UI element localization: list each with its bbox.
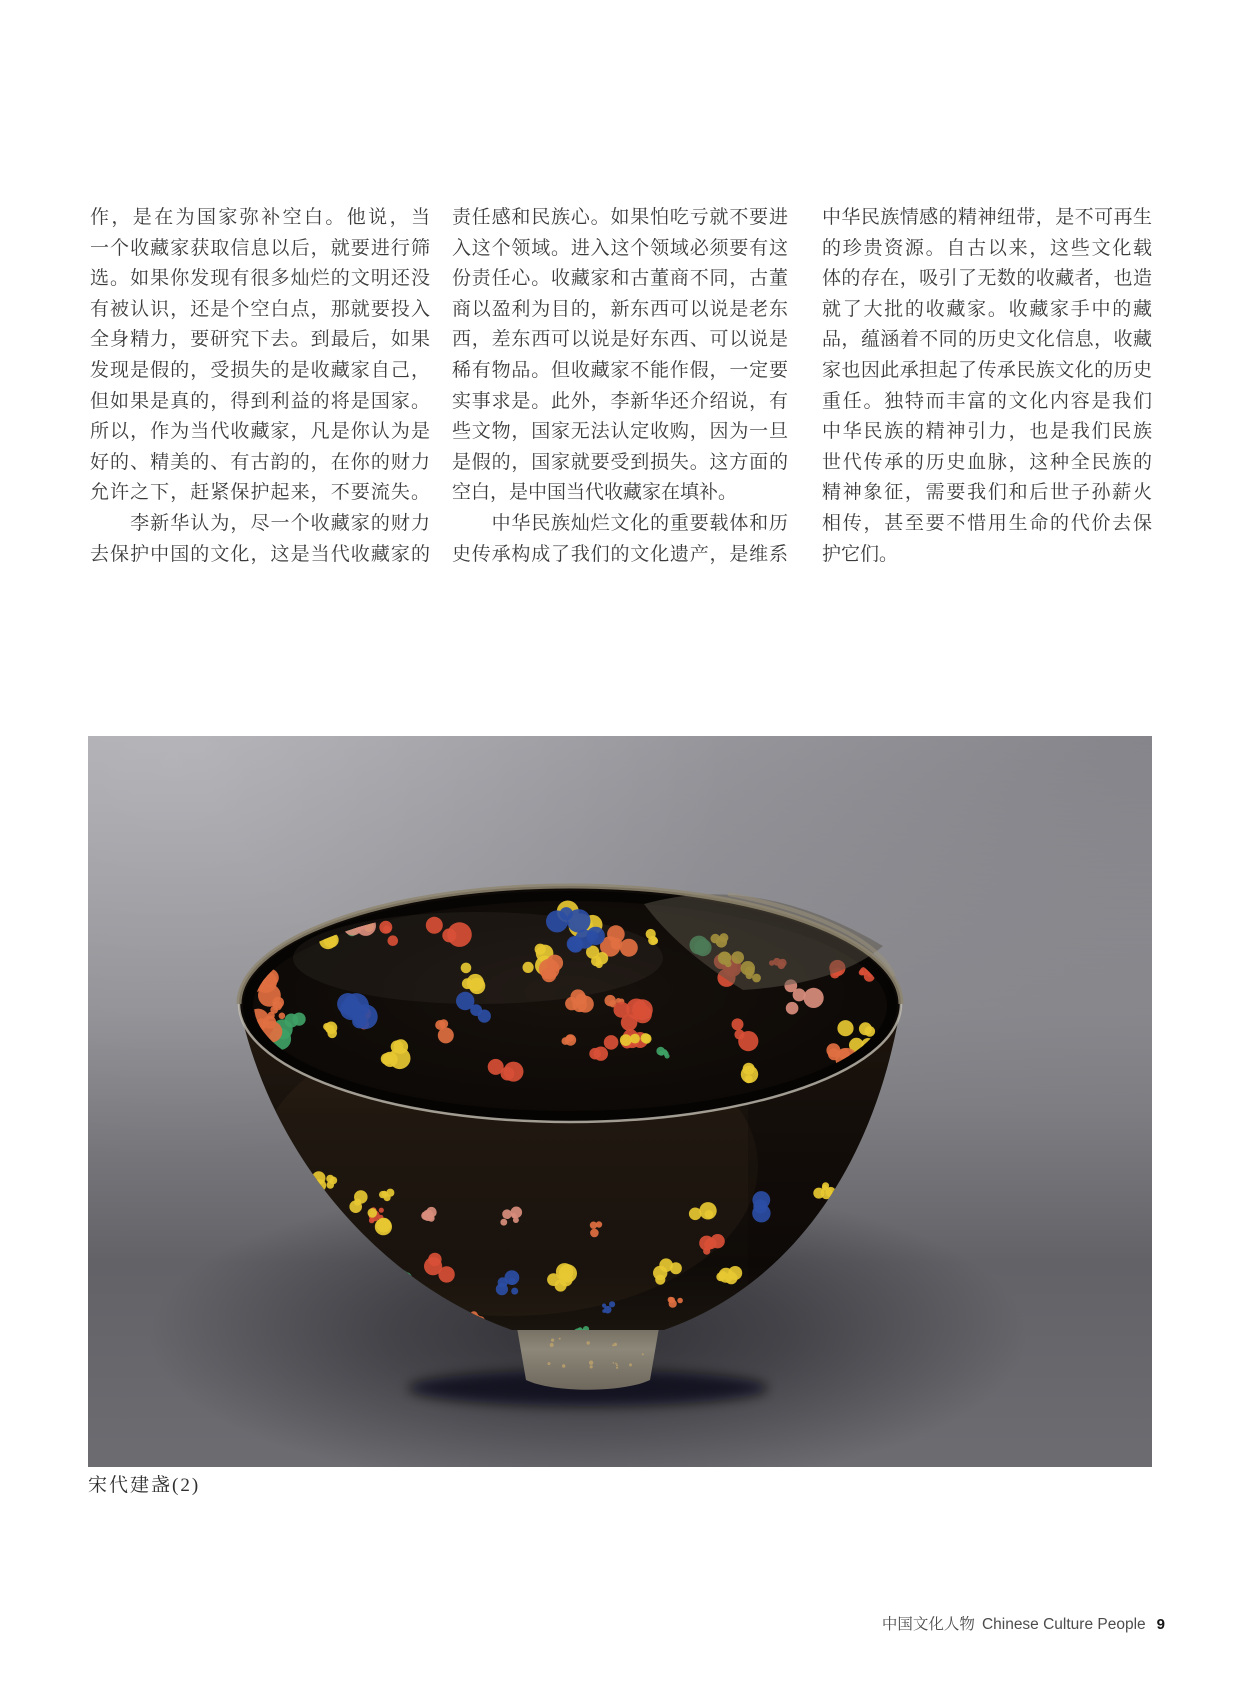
text-line: 有被认识，还是个空白点，那就要投入 <box>90 298 430 320</box>
text-line: 好的、精美的、有古韵的，在你的财力 <box>90 451 430 473</box>
text-line: 份责任心。收藏家和古董商不同，古董 <box>452 268 788 290</box>
enamel-spot <box>382 1191 387 1196</box>
text-line: 所以，作为当代收藏家，凡是你认为是 <box>90 421 430 443</box>
bowl-photo-illustration <box>88 736 1152 1467</box>
enamel-spot <box>470 1004 482 1016</box>
foot-speckle-dot <box>590 1365 593 1368</box>
text-line: 选。如果你发现有很多灿烂的文明还没 <box>90 268 430 290</box>
enamel-spot <box>620 1034 632 1046</box>
text-column-3 <box>822 203 1152 570</box>
bowl-photo <box>88 736 1152 1467</box>
enamel-spot <box>279 1013 286 1020</box>
enamel-spot <box>556 1263 573 1280</box>
enamel-spot <box>587 930 598 941</box>
enamel-spot <box>379 1208 384 1213</box>
enamel-spot <box>602 1309 606 1313</box>
text-line: 责任感和民族心。如果怕吃亏就不要进 <box>452 207 788 228</box>
enamel-spot <box>329 1177 337 1185</box>
enamel-spot <box>546 910 568 932</box>
enamel-spot <box>609 1301 615 1307</box>
enamel-spot <box>665 1054 670 1059</box>
enamel-spot <box>523 962 534 973</box>
enamel-spot <box>716 1272 725 1281</box>
text-line: 精神象征，需要我们和后世子孙薪火 <box>822 482 1152 504</box>
enamel-spot <box>511 1288 518 1295</box>
enamel-spot <box>659 1258 673 1272</box>
enamel-spot <box>589 1048 601 1060</box>
enamel-spot <box>388 935 399 946</box>
foot-speckle-dot <box>614 1343 617 1346</box>
text-line: 李新华认为，尽一个收藏家的财力 <box>90 512 430 534</box>
enamel-spot <box>822 1182 829 1189</box>
foot-speckle-dot <box>550 1343 554 1347</box>
enamel-spot <box>590 1229 599 1238</box>
text-line: 体的存在，吸引了无数的收藏者，也造 <box>822 268 1152 290</box>
photo-caption: 宋代建盏(2) <box>88 1475 201 1496</box>
enamel-spot <box>426 917 443 934</box>
enamel-spot <box>293 1013 306 1026</box>
text-line: 中华民族的精神引力，也是我们民族 <box>822 421 1152 443</box>
enamel-spot <box>604 1035 619 1050</box>
enamel-spot <box>669 1297 675 1303</box>
text-column-1 <box>90 203 430 570</box>
enamel-spot <box>428 1253 441 1266</box>
enamel-spot <box>383 1052 398 1067</box>
foot-speckle-dot <box>613 1362 615 1364</box>
text-line: 去保护中国的文化，这是当代收藏家的 <box>90 543 430 565</box>
enamel-spot <box>555 1280 567 1292</box>
text-line: 一个收藏家获取信息以后，就要进行筛 <box>90 237 430 259</box>
foot-speckle-dot <box>629 1363 632 1366</box>
enamel-spot <box>621 1014 638 1031</box>
text-line: 就了大批的收藏家。收藏家手中的藏 <box>822 298 1152 320</box>
text-line: 重任。独特而丰富的文化内容是我们 <box>822 390 1152 412</box>
foot-speckle-dot <box>616 1367 618 1369</box>
text-line: 是假的，国家就要受到损失。这方面的 <box>452 451 788 473</box>
text-line: 实事求是。此外，李新华还介绍说，有 <box>452 390 788 412</box>
enamel-spot <box>677 1298 683 1304</box>
foot-speckle-dot <box>587 1341 590 1344</box>
enamel-spot <box>837 1020 853 1036</box>
enamel-spot <box>689 1208 702 1221</box>
enamel-spot <box>699 1236 714 1251</box>
text-line: 中华民族灿烂文化的重要载体和历 <box>452 512 788 534</box>
text-line: 商以盈利为目的，新东西可以说是老东 <box>452 298 788 320</box>
text-line: 护它们。 <box>822 543 899 565</box>
enamel-spot <box>562 1037 570 1045</box>
text-line: 家也因此承担起了传承民族文化的历史 <box>822 359 1152 381</box>
enamel-spot <box>590 1222 597 1229</box>
text-line: 但如果是真的，得到利益的将是国家。 <box>90 390 430 412</box>
text-line: 西，差东西可以说是好东西、可以说是 <box>452 329 788 351</box>
enamel-spot <box>656 1047 665 1056</box>
enamel-spot <box>641 1033 651 1043</box>
enamel-spot <box>273 1001 283 1011</box>
enamel-spot <box>352 1014 367 1029</box>
text-line: 稀有物品。但收藏家不能作假，一定要 <box>452 359 788 381</box>
text-line: 入这个领域。进入这个领域必须要有这 <box>452 237 788 259</box>
enamel-spot <box>620 939 638 957</box>
page-footer <box>882 1612 1165 1634</box>
enamel-spot <box>438 1266 454 1282</box>
enamel-spot <box>607 925 625 943</box>
foot-speckle-dot <box>589 1361 593 1365</box>
text-line: 中华民族情感的精神纽带，是不可再生 <box>822 207 1152 228</box>
foot-speckle-dot <box>642 1353 644 1355</box>
text-column-2 <box>452 203 788 570</box>
enamel-spot <box>511 1207 523 1219</box>
enamel-spot <box>804 988 824 1008</box>
text-line: 世代传承的历史血脉，这种全民族的 <box>822 451 1152 473</box>
page-number: 9 <box>1156 1616 1165 1633</box>
enamel-spot <box>547 955 564 972</box>
enamel-spot <box>741 1066 758 1083</box>
text-line: 的珍贵资源。自古以来，这些文化载 <box>822 237 1152 259</box>
enamel-spot <box>728 1266 742 1280</box>
text-line: 作，是在为国家弥补空白。他说，当 <box>90 207 430 228</box>
text-line: 些文物，国家无法认定收购，因为一旦 <box>452 421 788 443</box>
footer-title-zh: 中国文化人物 <box>881 1616 975 1633</box>
enamel-spot <box>323 1023 330 1030</box>
enamel-spot <box>734 1029 744 1039</box>
text-line: 全身精力，要研究下去。到最后，如果 <box>90 329 430 351</box>
foot-speckle-dot <box>559 1338 561 1340</box>
enamel-spot <box>368 1208 378 1218</box>
enamel-spot <box>732 1018 744 1030</box>
enamel-spot <box>859 970 865 976</box>
foot-speckle-dot <box>616 1364 618 1366</box>
enamel-spot <box>565 997 578 1010</box>
text-line: 相传，甚至要不惜用生命的代价去保 <box>822 512 1152 534</box>
enamel-spot <box>327 1029 337 1039</box>
text-line: 品，蕴涵着不同的历史文化信息，收藏 <box>822 329 1152 351</box>
text-line: 允许之下，赶紧保护起来，不要流失。 <box>90 482 430 504</box>
enamel-spot <box>447 922 472 947</box>
enamel-spot <box>354 1190 368 1204</box>
foot-speckle-dot <box>562 1364 565 1367</box>
enamel-spot <box>394 1039 409 1054</box>
enamel-spot <box>498 1277 508 1287</box>
enamel-spot <box>752 1204 770 1222</box>
enamel-spot <box>488 1059 504 1075</box>
enamel-spot <box>567 936 583 952</box>
foot-speckle-dot <box>548 1362 551 1365</box>
enamel-spot <box>655 1275 665 1285</box>
text-line: 发现是假的，受损失的是收藏家自己， <box>90 359 430 381</box>
enamel-spot <box>462 978 473 989</box>
enamel-spot <box>461 963 472 974</box>
enamel-spot <box>542 969 552 979</box>
bowl-foot <box>516 1322 660 1390</box>
enamel-spot <box>705 1210 714 1219</box>
enamel-spot <box>383 925 391 933</box>
enamel-spot <box>567 909 591 933</box>
text-line: 空白，是中国当代收藏家在填补。 <box>452 482 738 504</box>
enamel-spot <box>502 1209 512 1219</box>
enamel-spot <box>865 1026 876 1037</box>
enamel-spot <box>421 1211 430 1220</box>
enamel-spot <box>646 929 656 939</box>
enamel-spot <box>786 1002 799 1015</box>
foot-speckle-dot <box>615 1363 617 1365</box>
enamel-spot <box>438 1027 454 1043</box>
enamel-spot <box>630 1034 640 1044</box>
text-line: 史传承构成了我们的文化遗产，是维系 <box>452 543 788 565</box>
enamel-spot <box>504 1062 524 1082</box>
footer-title-en: Chinese Culture People <box>981 1616 1146 1633</box>
foot-speckle-dot <box>551 1339 554 1342</box>
enamel-spot <box>376 1218 391 1233</box>
enamel-spot <box>500 1219 507 1226</box>
